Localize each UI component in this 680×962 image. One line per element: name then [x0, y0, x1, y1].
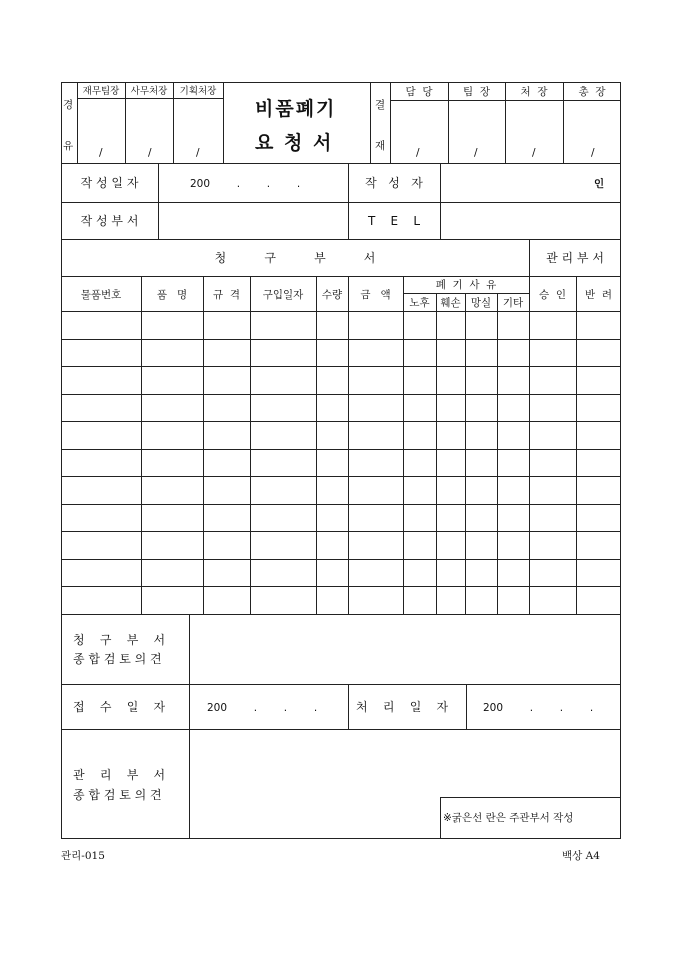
route-role-1: 재무팀장 [82, 86, 120, 97]
approval-role-divider [390, 100, 621, 101]
approval-date-slash-4: / [591, 147, 595, 159]
route-label-top: 경 [63, 99, 74, 111]
note-box-top [440, 797, 621, 798]
table-row[interactable] [61, 476, 620, 477]
route-role-2: 사무처장 [130, 86, 168, 97]
dept-value[interactable] [159, 203, 347, 238]
table-row[interactable] [61, 586, 620, 587]
receive-date-value[interactable]: 200 . . . [207, 702, 318, 714]
col-reason-other: 기타 [502, 297, 524, 309]
table-row[interactable] [61, 366, 620, 367]
table-row[interactable] [61, 504, 620, 505]
date-label-divider-1 [189, 684, 190, 729]
route-date-slash-2: / [148, 147, 152, 159]
col-amount: 금 액 [360, 289, 391, 301]
form-code: 관리-015 [61, 850, 105, 862]
date-mid-divider [348, 684, 349, 729]
table-row[interactable] [61, 339, 620, 340]
manage-review-label-2: 종 합 검 토 의 견 [73, 788, 162, 802]
seal-mark: 인 [594, 178, 605, 190]
col-divider-5 [348, 276, 349, 614]
col-approve: 승 인 [539, 289, 566, 301]
approval-role-3: 처 장 [520, 86, 548, 98]
writer-value[interactable] [441, 164, 601, 201]
reason-header-divider [403, 293, 529, 294]
col-item-number: 물품번호 [80, 289, 122, 301]
approval-left-border [370, 82, 371, 163]
col-reason-loss: 망실 [470, 297, 492, 309]
dept-label: 작 성 부 서 [80, 214, 139, 228]
info-bottom-divider [61, 239, 621, 240]
request-review-value[interactable] [190, 615, 620, 683]
approval-label-top: 결 [375, 99, 386, 111]
col-divider-8 [465, 293, 466, 614]
table-row[interactable] [61, 559, 620, 560]
col-purchase-date: 구입일자 [262, 289, 304, 301]
process-date-value[interactable]: 200 . . . [483, 702, 594, 714]
col-reason-damage: 훼손 [440, 297, 461, 309]
note-box-left [440, 797, 441, 839]
route-date-slash-1: / [99, 147, 103, 159]
paper-spec: 백상 A4 [562, 850, 600, 862]
route-role-3: 기획처장 [179, 86, 217, 97]
request-dept-header: 청 구 부 서 [214, 251, 376, 265]
table-row[interactable] [61, 531, 620, 532]
approval-role-4: 총 장 [578, 86, 606, 98]
approval-date-slash-3: / [532, 147, 536, 159]
manage-dept-header: 관 리 부 서 [546, 251, 604, 265]
form-title-line2: 요 청 서 [255, 132, 334, 154]
route-col-divider-3 [223, 82, 224, 163]
form-title-line1: 비품폐기 [255, 98, 337, 120]
approval-date-slash-2: / [474, 147, 478, 159]
col-divider-3 [250, 276, 251, 614]
col-quantity: 수량 [321, 289, 343, 301]
col-divider-4 [316, 276, 317, 614]
table-group-divider [61, 276, 621, 277]
table-row[interactable] [61, 449, 620, 450]
manage-review-value[interactable] [190, 730, 620, 796]
tel-value[interactable] [441, 203, 620, 238]
col-divider-1 [141, 276, 142, 614]
date-label-divider-2 [466, 684, 467, 729]
manage-review-label-1: 관 리 부 서 [73, 768, 166, 782]
col-reason-header: 폐 기 사 유 [435, 279, 497, 291]
col-divider-7 [436, 293, 437, 614]
receive-date-label: 접 수 일 자 [73, 700, 166, 714]
approval-role-1: 담 당 [405, 86, 433, 98]
write-date-label: 작 성 일 자 [80, 176, 139, 190]
tel-label: T E L [367, 214, 421, 228]
col-reason-old: 노후 [409, 297, 430, 309]
writer-label: 작 성 자 [365, 176, 423, 190]
process-date-label: 처 리 일 자 [356, 700, 449, 714]
approval-role-2: 팀 장 [463, 86, 490, 98]
review-divider-1 [61, 684, 621, 685]
col-item-name: 품 명 [156, 289, 188, 301]
approval-date-slash-1: / [416, 147, 420, 159]
col-divider-11 [576, 276, 577, 614]
route-date-slash-3: / [196, 147, 200, 159]
col-divider-9 [497, 293, 498, 614]
request-review-label-2: 종 합 검 토 의 견 [73, 652, 162, 666]
table-header-bottom [61, 311, 621, 312]
route-label-bottom: 유 [63, 140, 74, 152]
write-date-value[interactable]: 200 . . . [190, 178, 301, 190]
col-reject: 반 려 [585, 289, 612, 301]
col-divider-2 [203, 276, 204, 614]
approval-label-bottom: 재 [375, 140, 386, 152]
col-spec: 규 격 [213, 289, 240, 301]
col-divider-6 [403, 276, 404, 614]
table-row[interactable] [61, 421, 620, 422]
request-review-label-1: 청 구 부 서 [73, 633, 166, 647]
bold-line-note: ※굵은선 란은 주관부서 작성 [443, 812, 574, 824]
table-row[interactable] [61, 394, 620, 395]
